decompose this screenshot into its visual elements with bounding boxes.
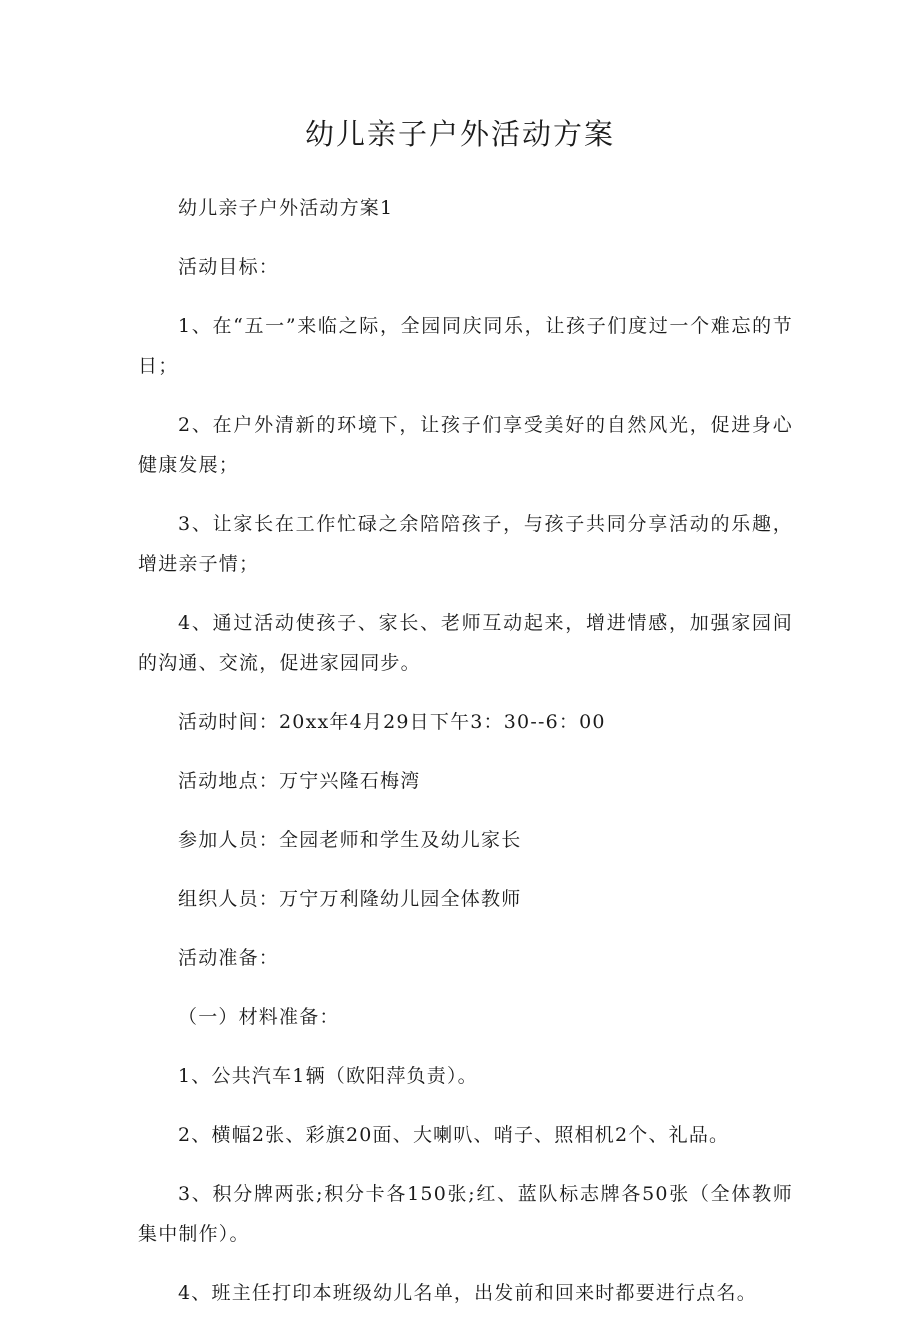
heading-activity-goals: 活动目标： xyxy=(178,256,280,278)
organizers: 组织人员：万宁万利隆幼儿园全体教师 xyxy=(178,888,522,910)
heading-plan-1: 幼儿亲子户外活动方案1 xyxy=(178,197,394,219)
goal-item-2: 2、在户外清新的环境下，让孩子们享受美好的自然风光，促进身心健康发展； xyxy=(138,414,793,476)
material-item-2: 2、横幅2张、彩旗20面、大喇叭、哨子、照相机2个、礼品。 xyxy=(178,1124,730,1146)
heading-activity-preparation: 活动准备： xyxy=(178,947,280,969)
goal-item-4: 4、通过活动使孩子、家长、老师互动起来，增进情感，加强家园间的沟通、交流，促进家园同步。 xyxy=(138,612,793,674)
document-title: 幼儿亲子户外活动方案 xyxy=(304,117,615,151)
document-body xyxy=(138,188,793,1332)
participants: 参加人员：全园老师和学生及幼儿家长 xyxy=(178,829,522,851)
activity-location: 活动地点：万宁兴隆石梅湾 xyxy=(178,770,421,792)
material-item-3: 3、积分牌两张;积分卡各150张;红、蓝队标志牌各50张（全体教师集中制作）。 xyxy=(138,1183,793,1245)
heading-material-preparation: （一）材料准备： xyxy=(178,1006,340,1028)
material-item-4: 4、班主任打印本班级幼儿名单，出发前和回来时都要进行点名。 xyxy=(178,1282,757,1304)
material-item-1: 1、公共汽车1辆（欧阳萍负责）。 xyxy=(178,1065,478,1087)
goal-item-1: 1、在“五一”来临之际，全园同庆同乐，让孩子们度过一个难忘的节日； xyxy=(138,315,793,377)
activity-time: 活动时间：20xx年4月29日下午3：30--6：00 xyxy=(178,711,606,733)
goal-item-3: 3、让家长在工作忙碌之余陪陪孩子，与孩子共同分享活动的乐趣，增进亲子情； xyxy=(138,513,793,575)
